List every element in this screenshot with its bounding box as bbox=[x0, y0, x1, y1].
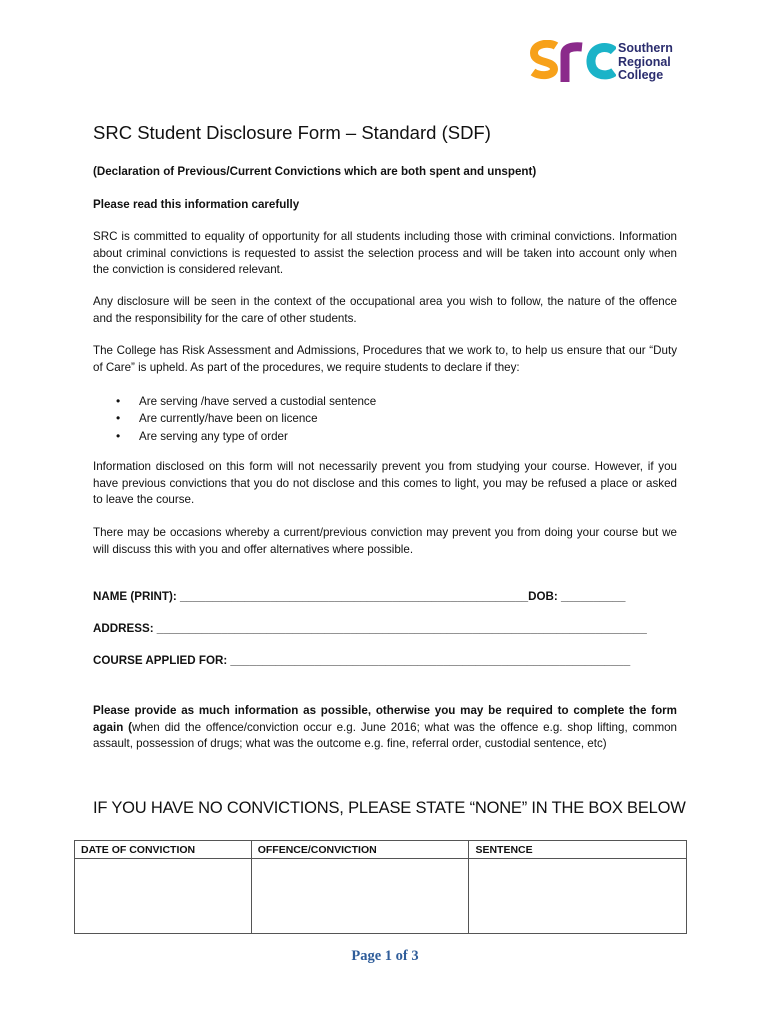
college-logo bbox=[530, 40, 690, 86]
college-name bbox=[618, 42, 673, 83]
declaration-list bbox=[93, 393, 376, 445]
college-name-line-1: Southern bbox=[618, 41, 673, 55]
instructions-bold: Please provide as much information as possible, otherwise you may be required to complete the form again ( bbox=[93, 704, 677, 734]
instructions-normal: when did the offence/conviction occur e.g. June 2016; what was the offence e.g. shop lifting, common assault, possession of drugs; what was the outcome e.g. fine, referral order, custodial sentence, etc) bbox=[93, 720, 677, 751]
page-number: Page 1 of 3 bbox=[351, 948, 419, 964]
date-of-conviction-cell[interactable] bbox=[75, 859, 252, 934]
header-date-of-conviction: DATE OF CONVICTION bbox=[75, 841, 252, 859]
instructions-paragraph bbox=[93, 703, 677, 753]
table-header-row bbox=[75, 841, 687, 859]
list-item: • Are serving /have served a custodial sentence bbox=[93, 393, 376, 410]
convictions-table bbox=[74, 840, 687, 934]
college-name-line-3: College bbox=[618, 68, 664, 82]
page-title: SRC Student Disclosure Form – Standard (SDF) bbox=[93, 122, 491, 143]
paragraph-non-disclosure: Information disclosed on this form will not necessarily prevent you from studying your course. However, if you have previous convictions that you do not disclose and this comes to light, you may be refused a place or asked to leave the course. bbox=[93, 460, 677, 507]
src-logo-icon bbox=[530, 40, 616, 86]
paragraph-equality: SRC is committed to equality of opportunity for all students including those with criminal convictions. Information about criminal convictions is requested to assist the selection process and will be taken into account only when the conviction is considered relevant. bbox=[93, 230, 677, 277]
read-notice: Please read this information carefully bbox=[93, 198, 300, 211]
name-dob-field[interactable]: NAME (PRINT): ______________________________________________________DOB: __________ bbox=[93, 590, 626, 603]
paragraph-duty-of-care: The College has Risk Assessment and Admissions, Procedures that we work to, to help us ensure that our “Duty of Care” is upheld. As part of the procedures, we require students to declare if they: bbox=[93, 344, 677, 374]
list-item: • Are serving any type of order bbox=[93, 428, 376, 445]
header-sentence: SENTENCE bbox=[469, 841, 687, 859]
paragraph-disclosure-context: Any disclosure will be seen in the context of the occupational area you wish to follow, the nature of the offence and the responsibility for the care of other students. bbox=[93, 295, 677, 325]
address-field[interactable]: ADDRESS: ____________________________________________________________________________ bbox=[93, 622, 647, 635]
paragraph-alternatives: There may be occasions whereby a current/previous conviction may prevent you from doing your course but we will discuss this with you and offer alternatives where possible. bbox=[93, 526, 677, 556]
table-row bbox=[75, 859, 687, 934]
list-item: • Are currently/have been on licence bbox=[93, 410, 376, 427]
form-subtitle: (Declaration of Previous/Current Convictions which are both spent and unspent) bbox=[93, 165, 537, 178]
offence-conviction-cell[interactable] bbox=[251, 859, 469, 934]
college-name-line-2: Regional bbox=[618, 54, 671, 69]
course-applied-field[interactable]: COURSE APPLIED FOR: ______________________________________________________________ bbox=[93, 654, 631, 667]
header-offence-conviction: OFFENCE/CONVICTION bbox=[251, 841, 469, 859]
no-convictions-heading: IF YOU HAVE NO CONVICTIONS, PLEASE STATE “NONE” IN THE BOX BELOW bbox=[93, 799, 686, 817]
sentence-cell[interactable] bbox=[469, 859, 687, 934]
